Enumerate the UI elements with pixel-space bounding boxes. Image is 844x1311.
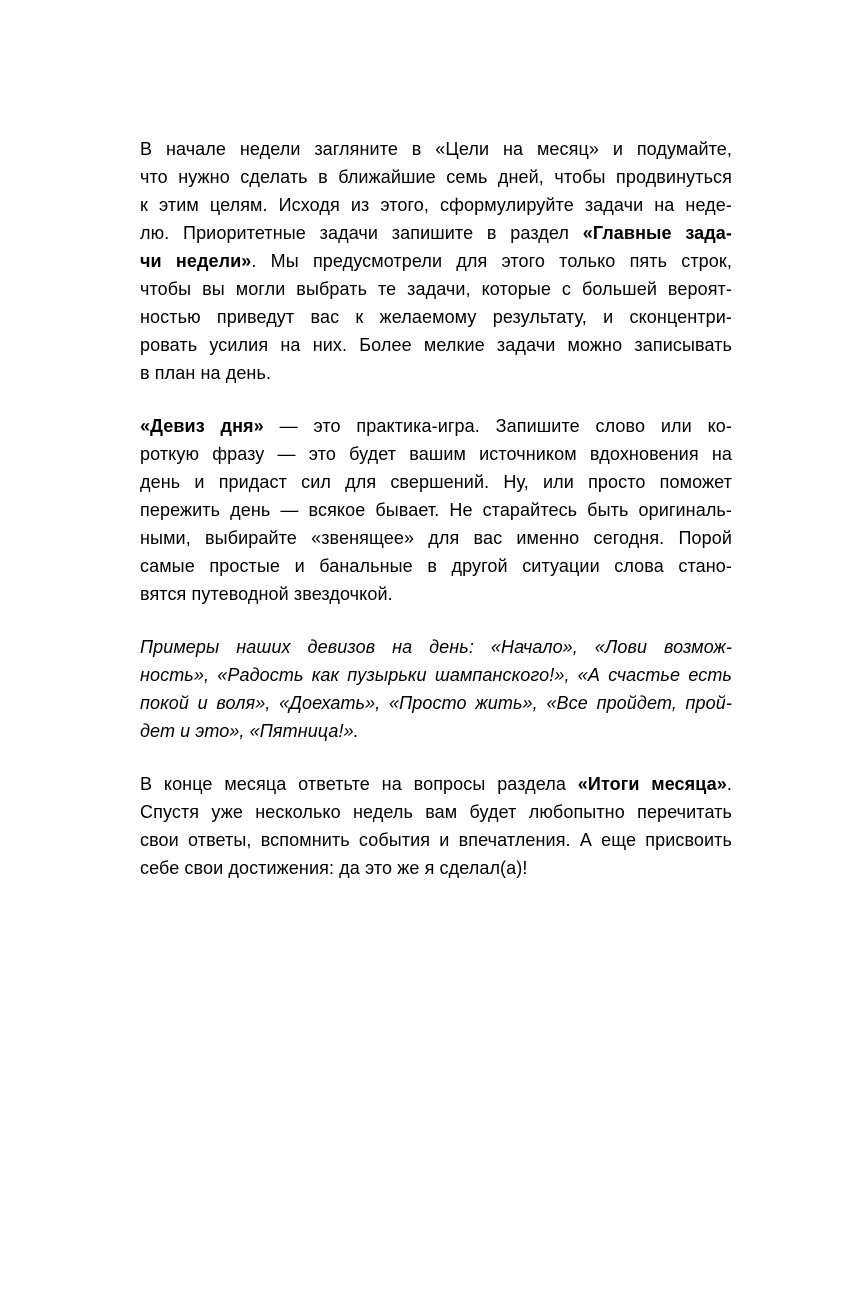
text-line [140,661,732,689]
text-line [140,191,732,219]
text-run: роткую фразу — это будет вашим источником вдохновения на [140,444,732,464]
paragraph-1 [140,135,732,387]
text-run: к этим целям. Исходя из этого, сформулируйте задачи на неде- [140,195,732,215]
text-line [140,717,732,745]
text-line [140,359,732,387]
bold-text-run: «Итоги месяца» [577,774,727,794]
bold-text-run: чи недели» [140,251,252,271]
text-run: ность», «Радость как пузырьки шампанского!», «А счастье есть [140,665,732,685]
text-line [140,770,732,798]
text-run: . Мы предусмотрели для этого только пять строк, [251,251,732,271]
text-run: В конце месяца ответьте на вопросы раздела [140,774,578,794]
text-run: ровать усилия на них. Более мелкие задачи можно записывать [140,335,732,355]
page-text-block [140,135,732,907]
text-line [140,496,732,524]
text-line [140,219,732,247]
text-line [140,689,732,717]
text-line [140,163,732,191]
text-line [140,826,732,854]
text-run: ностью приведут вас к желаемому результату, и сконцентри- [140,307,732,327]
paragraph-3 [140,633,732,745]
text-run: пережить день — всякое бывает. Не старайтесь быть оригиналь- [140,500,732,520]
bold-text-run: «Девиз дня» [140,416,264,436]
text-line [140,798,732,826]
text-line [140,580,732,608]
bold-text-run: «Главные зада- [582,223,732,243]
text-line [140,135,732,163]
text-line [140,247,732,275]
text-run: в план на день. [140,363,272,383]
text-line [140,331,732,359]
text-run: свои ответы, вспомнить события и впечатления. А еще присвоить [140,830,732,850]
paragraph-2 [140,412,732,608]
text-line [140,552,732,580]
text-line [140,633,732,661]
text-line [140,412,732,440]
text-run: что нужно сделать в ближайшие семь дней, чтобы продвинуться [140,167,732,187]
paragraph-4 [140,770,732,882]
text-run: Примеры наших девизов на день: «Начало», «Лови возмож- [140,637,732,657]
text-run: Спустя уже несколько недель вам будет любопытно перечитать [140,802,732,822]
text-run: день и придаст сил для свершений. Ну, или просто поможет [140,472,732,492]
text-run: . [726,774,732,794]
text-run: дет и это», «Пятница!». [140,721,359,741]
text-line [140,275,732,303]
text-line [140,440,732,468]
text-run: себе свои достижения: да это же я сделал(а)! [140,858,528,878]
text-line [140,854,732,882]
text-line [140,468,732,496]
text-run: чтобы вы могли выбрать те задачи, которые с большей вероят- [140,279,732,299]
text-run: — это практика-игра. Запишите слово или ко- [263,416,732,436]
text-line [140,524,732,552]
text-run: В начале недели загляните в «Цели на месяц» и подумайте, [140,139,732,159]
text-run: лю. Приоритетные задачи запишите в раздел [140,223,583,243]
text-line [140,303,732,331]
text-run: вятся путеводной звездочкой. [140,584,393,604]
text-run: самые простые и банальные в другой ситуации слова стано- [140,556,732,576]
text-run: покой и воля», «Доехать», «Просто жить», «Все пройдет, прой- [140,693,732,713]
text-run: ными, выбирайте «звенящее» для вас именно сегодня. Порой [140,528,732,548]
